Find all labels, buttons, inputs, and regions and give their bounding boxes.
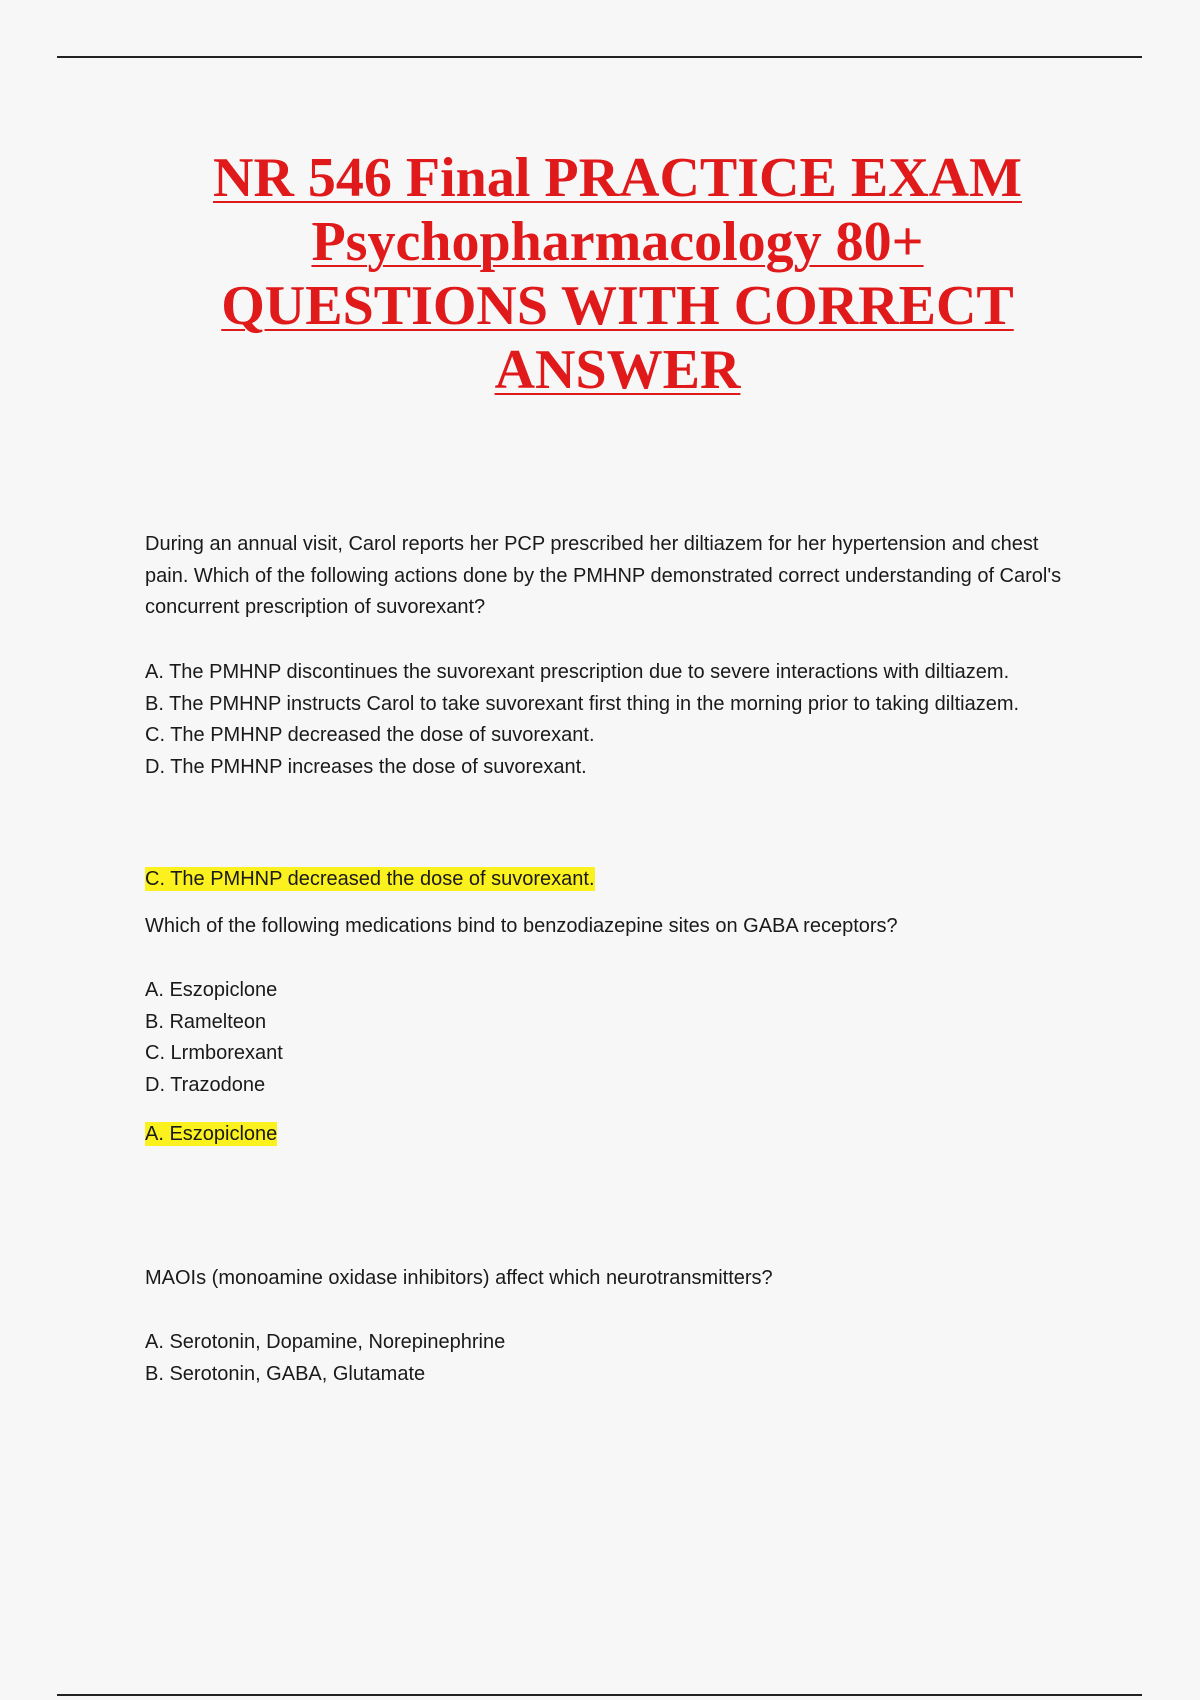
title-line-2: Psychopharmacology 80+ <box>311 211 924 273</box>
title-line-1: NR 546 Final PRACTICE EXAM <box>213 147 1022 209</box>
question-1-option-d: D. The PMHNP increases the dose of suvorexant. <box>145 755 587 778</box>
header-rule <box>57 56 1142 58</box>
question-3-options <box>145 1327 1085 1390</box>
question-2-answer-text: A. Eszopiclone <box>145 1123 278 1145</box>
question-1-option-a: A. The PMHNP discontinues the suvorexant prescription due to severe interactions with diltiazem. <box>145 661 1010 683</box>
question-3-option-b: B. Serotonin, GABA, Glutamate <box>145 1362 426 1385</box>
question-1-option-b: B. The PMHNP instructs Carol to take suvorexant first thing in the morning prior to taking diltiazem. <box>145 692 1020 715</box>
question-2-stem: Which of the following medications bind to benzodiazepine sites on GABA receptors? <box>145 915 898 937</box>
question-1-answer <box>145 864 1085 896</box>
question-3-option-a: A. Serotonin, Dopamine, Norepinephrine <box>145 1331 506 1353</box>
question-3-stem: MAOIs (monoamine oxidase inhibitors) affect which neurotransmitters? <box>145 1267 773 1289</box>
question-2-option-a: A. Eszopiclone <box>145 979 278 1001</box>
question-2-option-d: D. Trazodone <box>145 1073 266 1096</box>
question-2-option-b: B. Ramelteon <box>145 1010 267 1033</box>
question-2-answer <box>145 1119 1085 1151</box>
question-1-answer-text: C. The PMHNP decreased the dose of suvorexant. <box>145 868 595 890</box>
question-1-options <box>145 657 1085 783</box>
footer-rule <box>57 1694 1142 1696</box>
question-2-option-c: C. Lrmborexant <box>145 1042 283 1064</box>
title-line-4: ANSWER <box>494 339 741 401</box>
document-title <box>150 146 1085 402</box>
title-line-3: QUESTIONS WITH CORRECT <box>221 275 1014 337</box>
question-2-options <box>145 975 1085 1101</box>
question-1-option-c: C. The PMHNP decreased the dose of suvorexant. <box>145 724 595 746</box>
question-1-stem: During an annual visit, Carol reports her PCP prescribed her diltiazem for her hypertension and chest pain. Which of the following actions done by the PMHNP demonstrated correct understanding of Carol's concurrent prescription of suvorexant? <box>145 533 1062 618</box>
